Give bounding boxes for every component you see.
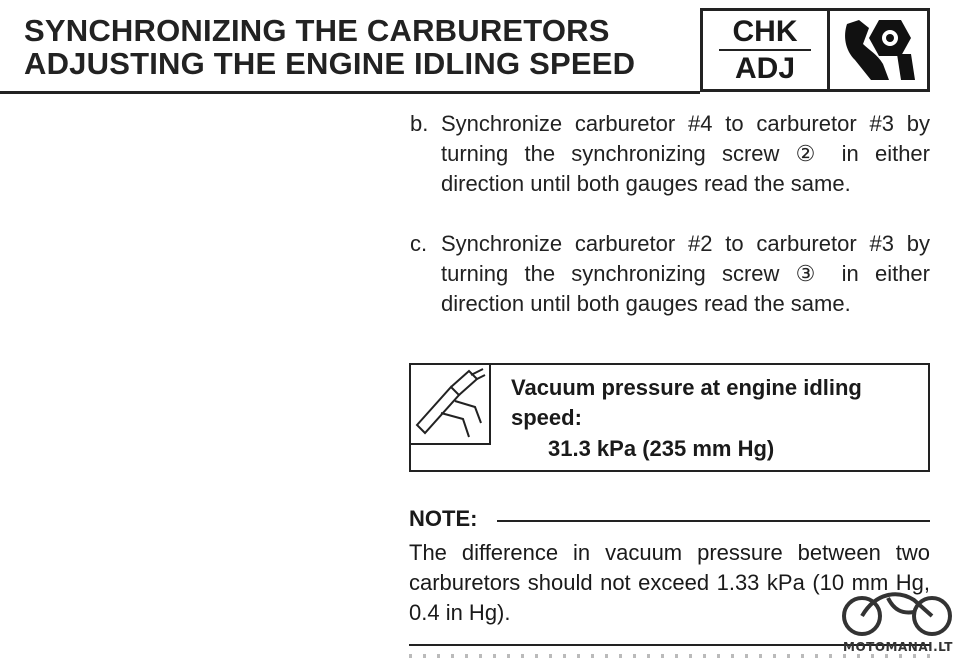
spec-box xyxy=(409,363,930,472)
step-c xyxy=(410,229,930,319)
wrench-nut-icon xyxy=(830,11,927,89)
note-label: NOTE: xyxy=(409,506,478,531)
header-divider xyxy=(0,91,700,94)
badge-separator xyxy=(719,49,811,51)
chk-adj-badge xyxy=(700,8,930,92)
badge-bottom-text: ADJ xyxy=(734,52,795,85)
step-letter: b. xyxy=(410,111,429,136)
spec-label-cont: speed: xyxy=(511,405,582,430)
badge-top-text: CHK xyxy=(732,15,798,48)
spec-label: Vacuum pressure at engine idling xyxy=(511,375,862,400)
watermark-text: MOTOMANAI.LT xyxy=(843,640,953,654)
note-divider xyxy=(497,520,930,522)
step-b xyxy=(410,109,930,199)
page-title xyxy=(24,14,635,80)
spec-value: 31.3 kPa (235 mm Hg) xyxy=(548,436,775,461)
step-text: Synchronize carburetor #2 to carburetor #3 by turning the synchronizing screw ③ in either direction until both gauges read the same. xyxy=(441,231,930,316)
title-line-1: SYNCHRONIZING THE CARBURETORS xyxy=(24,13,610,48)
step-text: Synchronize carburetor #4 to carburetor #3 by turning the synchronizing screw ② in either direction until both gauges read the same. xyxy=(441,111,930,196)
badge-label xyxy=(703,11,830,89)
note-text: The difference in vacuum pressure between two carburetors should not exceed 1.33 kPa (10 mm Hg, 0.4 in Hg). xyxy=(409,540,930,625)
title-line-2: ADJUSTING THE ENGINE IDLING SPEED xyxy=(24,46,636,81)
motorcycle-icon xyxy=(828,586,968,640)
caliper-icon xyxy=(411,365,491,445)
watermark xyxy=(828,586,968,656)
step-letter: c. xyxy=(410,231,428,256)
